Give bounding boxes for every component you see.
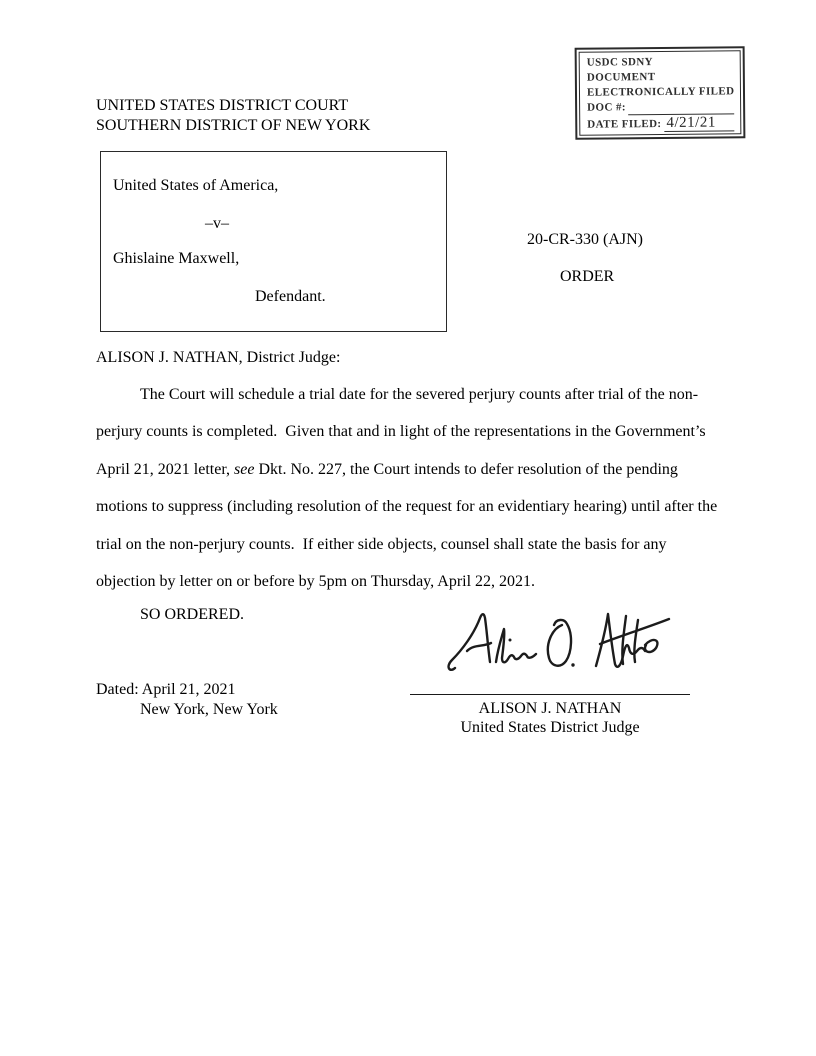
dated-line: Dated: April 21, 2021 bbox=[96, 681, 236, 698]
stamp-doc-number-blank bbox=[628, 101, 734, 115]
paragraph-text: objection by letter on or before by 5pm on Thursday, April 22, 2021. bbox=[96, 572, 536, 590]
caption-versus: –v– bbox=[205, 215, 229, 232]
stamp-court-label: USDC SDNY bbox=[586, 56, 654, 69]
paragraph-line bbox=[96, 563, 724, 600]
document-type-label: ORDER bbox=[560, 268, 615, 285]
so-ordered-line: SO ORDERED. bbox=[140, 606, 245, 623]
signature-stroke bbox=[622, 616, 626, 664]
stamp-date-filed-label: DATE FILED: bbox=[587, 117, 662, 131]
paragraph-line bbox=[96, 413, 724, 450]
paragraph-line bbox=[96, 526, 724, 563]
signature-judge-name: ALISON J. NATHAN bbox=[478, 700, 622, 717]
signature-stroke bbox=[645, 640, 657, 652]
caption-defendant-label: Defendant. bbox=[255, 288, 326, 305]
signature-stroke bbox=[548, 620, 571, 666]
signature-stroke bbox=[509, 639, 512, 642]
paragraph-text: The Court will schedule a trial date for the severed perjury counts after trial of the non- bbox=[140, 386, 699, 403]
judge-intro-line: ALISON J. NATHAN, District Judge: bbox=[96, 349, 341, 366]
case-caption-box bbox=[100, 151, 447, 332]
court-name: UNITED STATES DISTRICT COURT bbox=[96, 97, 349, 114]
stamp-date-filed-value: 4/21/21 bbox=[666, 114, 716, 131]
paragraph-line bbox=[96, 488, 724, 525]
order-paragraph bbox=[96, 376, 724, 600]
paragraph-text: April 21, 2021 letter, bbox=[96, 460, 234, 478]
signature-stroke bbox=[634, 620, 638, 662]
dated-block bbox=[96, 680, 278, 719]
caption-defendant-name: Ghislaine Maxwell, bbox=[113, 250, 240, 267]
citation-signal-italic: see bbox=[234, 460, 255, 478]
signature-block bbox=[410, 694, 690, 737]
efiling-stamp bbox=[575, 46, 746, 139]
paragraph-text: perjury counts is completed. Given that and in light of the representations in the Government’s bbox=[96, 423, 706, 441]
paragraph-text: motions to suppress (including resolution of the request for an evidentiary hearing) until after the bbox=[96, 498, 718, 516]
case-number: 20-CR-330 (AJN) bbox=[527, 231, 643, 248]
paragraph-text: trial on the non-perjury counts. If either side objects, counsel shall state the basis for any bbox=[96, 535, 667, 553]
paragraph-line bbox=[96, 376, 724, 413]
signature-stroke bbox=[449, 614, 490, 670]
signature-stroke bbox=[496, 629, 536, 662]
signature-judge-title: United States District Judge bbox=[460, 719, 640, 736]
stamp-date-filed-blank bbox=[664, 114, 734, 132]
judge-signature-image bbox=[440, 604, 680, 689]
stamp-filed-label: ELECTRONICALLY FILED bbox=[586, 85, 735, 99]
stamp-doc-number-label: DOC #: bbox=[587, 101, 626, 114]
court-district: SOUTHERN DISTRICT OF NEW YORK bbox=[96, 116, 371, 134]
signature-stroke bbox=[571, 663, 574, 666]
stamp-date-filed-row bbox=[587, 114, 734, 132]
stamp-doc-number-row bbox=[587, 99, 734, 115]
paragraph-text: Dkt. No. 227, the Court intends to defer resolution of the pending bbox=[254, 460, 678, 478]
court-header bbox=[96, 96, 370, 135]
dated-place: New York, New York bbox=[140, 700, 278, 718]
efiling-stamp-inner bbox=[579, 50, 742, 135]
stamp-document-label: DOCUMENT bbox=[586, 71, 656, 84]
paragraph-line bbox=[96, 451, 724, 488]
caption-plaintiff: United States of America, bbox=[113, 177, 279, 194]
